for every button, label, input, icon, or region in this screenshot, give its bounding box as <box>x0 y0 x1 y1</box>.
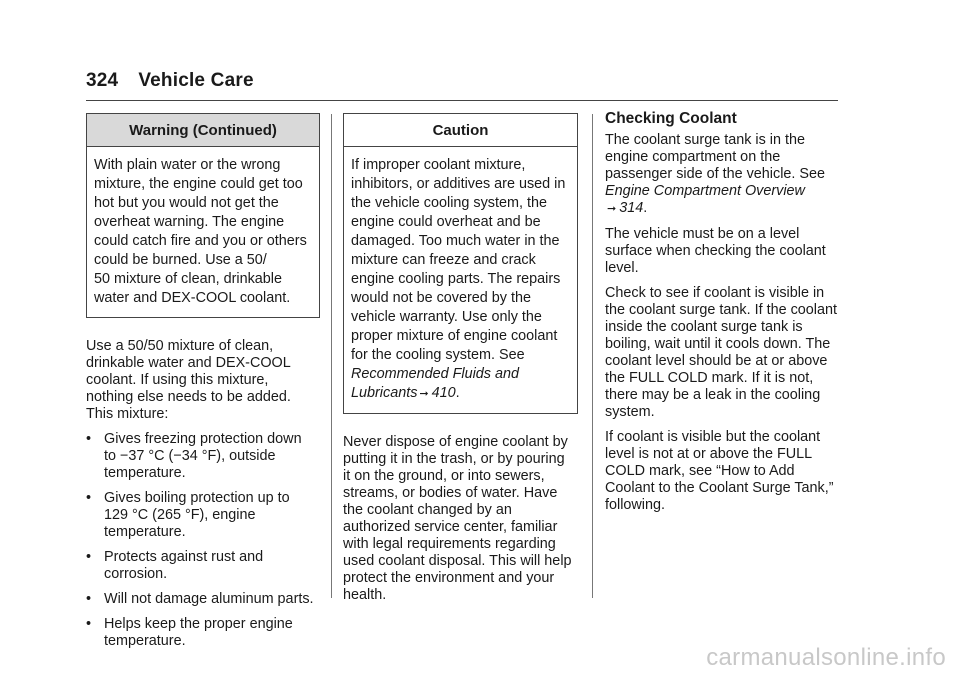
section-heading: Checking Coolant <box>605 110 737 127</box>
warning-line: 50 mixture of clean, drinkable <box>94 271 282 287</box>
text-line: engine compartment on the <box>605 149 781 165</box>
text-line: Protects against rust and <box>104 549 264 565</box>
text-line: level. <box>605 260 639 276</box>
column-divider-right <box>592 114 593 598</box>
text-line: level is not at or above the FULL <box>605 446 813 462</box>
bullet-icon: • <box>86 431 92 447</box>
caution-line: would not be covered by the <box>351 290 532 306</box>
text-line: coolant level should be at or above <box>605 353 828 369</box>
disposal-paragraph <box>343 434 578 604</box>
warning-box <box>86 113 320 318</box>
text-line: Never dispose of engine coolant by <box>343 434 568 450</box>
warning-title: Warning (Continued) <box>87 114 319 147</box>
text-line: Helps keep the proper engine <box>104 616 293 632</box>
text-line: authorized service center, familiar <box>343 519 558 535</box>
text-line: Gives freezing protection down <box>104 431 302 447</box>
intro-paragraph <box>86 338 320 423</box>
text-line: 129 °C (265 °F), engine <box>104 507 256 523</box>
warning-line: water and DEX-COOL coolant. <box>94 290 291 306</box>
bullet-icon: • <box>86 616 92 632</box>
text-line: drinkable water and DEX-COOL <box>86 355 291 371</box>
warning-line: could catch fire and you or others <box>94 233 307 249</box>
caution-line: damaged. Too much water in the <box>351 233 560 249</box>
text-line: the coolant changed by an <box>343 502 512 518</box>
list-item <box>86 591 320 608</box>
bullet-icon: • <box>86 490 92 506</box>
text-line: used coolant disposal. This will help <box>343 553 572 569</box>
cross-reference-link[interactable] <box>351 385 456 401</box>
caution-line: vehicle warranty. Use only the <box>351 309 542 325</box>
page-header <box>86 70 254 92</box>
text-line: boiling, wait until it cools down. The <box>605 336 831 352</box>
text-line: there may be a leak in the cooling <box>605 387 821 403</box>
warning-line: mixture, the engine could get too <box>94 176 303 192</box>
page-number: 324 <box>86 70 119 91</box>
column-2 <box>343 113 578 612</box>
text-line: temperature. <box>104 633 186 649</box>
page-reference: 410 <box>431 385 456 401</box>
caution-line: engine cooling parts. The repairs <box>351 271 561 287</box>
caution-line: engine could overheat and be <box>351 214 541 230</box>
bullet-icon: • <box>86 591 92 607</box>
page-arrow-icon: ➞ <box>419 388 429 400</box>
text-line: The vehicle must be on a level <box>605 226 800 242</box>
add-coolant-paragraph <box>605 429 843 514</box>
watermark: carmanualsonline.info <box>706 644 946 671</box>
text-line: with legal requirements regarding <box>343 536 556 552</box>
caution-line: mixture can freeze and crack <box>351 252 536 268</box>
text-line: surface when checking the coolant <box>605 243 826 259</box>
level-surface-paragraph <box>605 226 843 277</box>
text-line: Coolant to the Coolant Surge Tank,” <box>605 480 834 496</box>
warning-line: hot but you would not get the <box>94 195 279 211</box>
text-line: temperature. <box>104 524 186 540</box>
text-line: the coolant surge tank. If the coolant <box>605 302 837 318</box>
column-divider-left <box>331 114 332 598</box>
warning-body <box>87 147 319 317</box>
caution-title: Caution <box>344 114 577 147</box>
surge-tank-location-paragraph: The coolant surge tank is in the engine compartment on the passenger side of the vehicle. See Engine Compartment Overview ➞ 314. <box>605 132 825 216</box>
cross-reference-link[interactable]: Recommended Fluids and <box>351 366 519 382</box>
text-line: it on the ground, or into sewers, <box>343 468 545 484</box>
bullet-icon: • <box>86 549 92 565</box>
text-line: to −37 °C (−34 °F), outside <box>104 448 276 464</box>
cross-reference-text: Lubricants <box>351 385 418 401</box>
header-rule <box>86 100 838 101</box>
list-item <box>86 490 320 541</box>
text-line: Will not damage aluminum parts. <box>104 591 314 607</box>
page-arrow-icon: ➞ <box>607 203 617 215</box>
text-line: corrosion. <box>104 566 168 582</box>
list-item <box>86 616 320 650</box>
caution-line: the vehicle cooling system, the <box>351 195 547 211</box>
text-line: streams, or bodies of water. Have <box>343 485 558 501</box>
page-reference: 314 <box>619 200 644 216</box>
text-line: coolant. If using this mixture, <box>86 372 269 388</box>
caution-line: Lubricants ➞ 410. <box>351 385 460 401</box>
list-item <box>86 431 320 482</box>
text-line: putting it in the trash, or by pouring <box>343 451 565 467</box>
warning-line: With plain water or the wrong <box>94 157 281 173</box>
text-line: passenger side of the vehicle. See <box>605 166 825 182</box>
text-line: the FULL COLD mark. If it is not, <box>605 370 814 386</box>
text-line: COLD mark, see “How to Add <box>605 463 795 479</box>
text-line: protect the environment and your <box>343 570 555 586</box>
caution-line: proper mixture of engine coolant <box>351 328 558 344</box>
column-3 <box>605 110 843 522</box>
text-line: Use a 50/50 mixture of clean, <box>86 338 274 354</box>
mixture-benefits-list <box>86 431 320 650</box>
section-title: Vehicle Care <box>138 70 254 91</box>
caution-line: If improper coolant mixture, <box>351 157 526 173</box>
caution-line: inhibitors, or additives are used in <box>351 176 566 192</box>
cross-reference-link[interactable]: Engine Compartment Overview <box>605 183 805 199</box>
text-line: Check to see if coolant is visible in <box>605 285 825 301</box>
text-line: inside the coolant surge tank is <box>605 319 803 335</box>
text-line: nothing else needs to be added. <box>86 389 291 405</box>
caution-body <box>344 147 577 413</box>
list-item <box>86 549 320 583</box>
caution-line: for the cooling system. See <box>351 347 525 363</box>
warning-line: overheat warning. The engine <box>94 214 285 230</box>
cross-reference-link[interactable] <box>605 200 643 216</box>
caution-box <box>343 113 578 414</box>
text-line: system. <box>605 404 655 420</box>
text-line: The coolant surge tank is in the <box>605 132 805 148</box>
text-line: health. <box>343 587 387 603</box>
text-line: If coolant is visible but the coolant <box>605 429 821 445</box>
warning-line: could be burned. Use a 50/ <box>94 252 267 268</box>
text-line: following. <box>605 497 665 513</box>
text-line: temperature. <box>104 465 186 481</box>
column-1 <box>86 113 320 658</box>
text-line: This mixture: <box>86 406 169 422</box>
text-line: Gives boiling protection up to <box>104 490 290 506</box>
check-coolant-paragraph <box>605 285 843 421</box>
